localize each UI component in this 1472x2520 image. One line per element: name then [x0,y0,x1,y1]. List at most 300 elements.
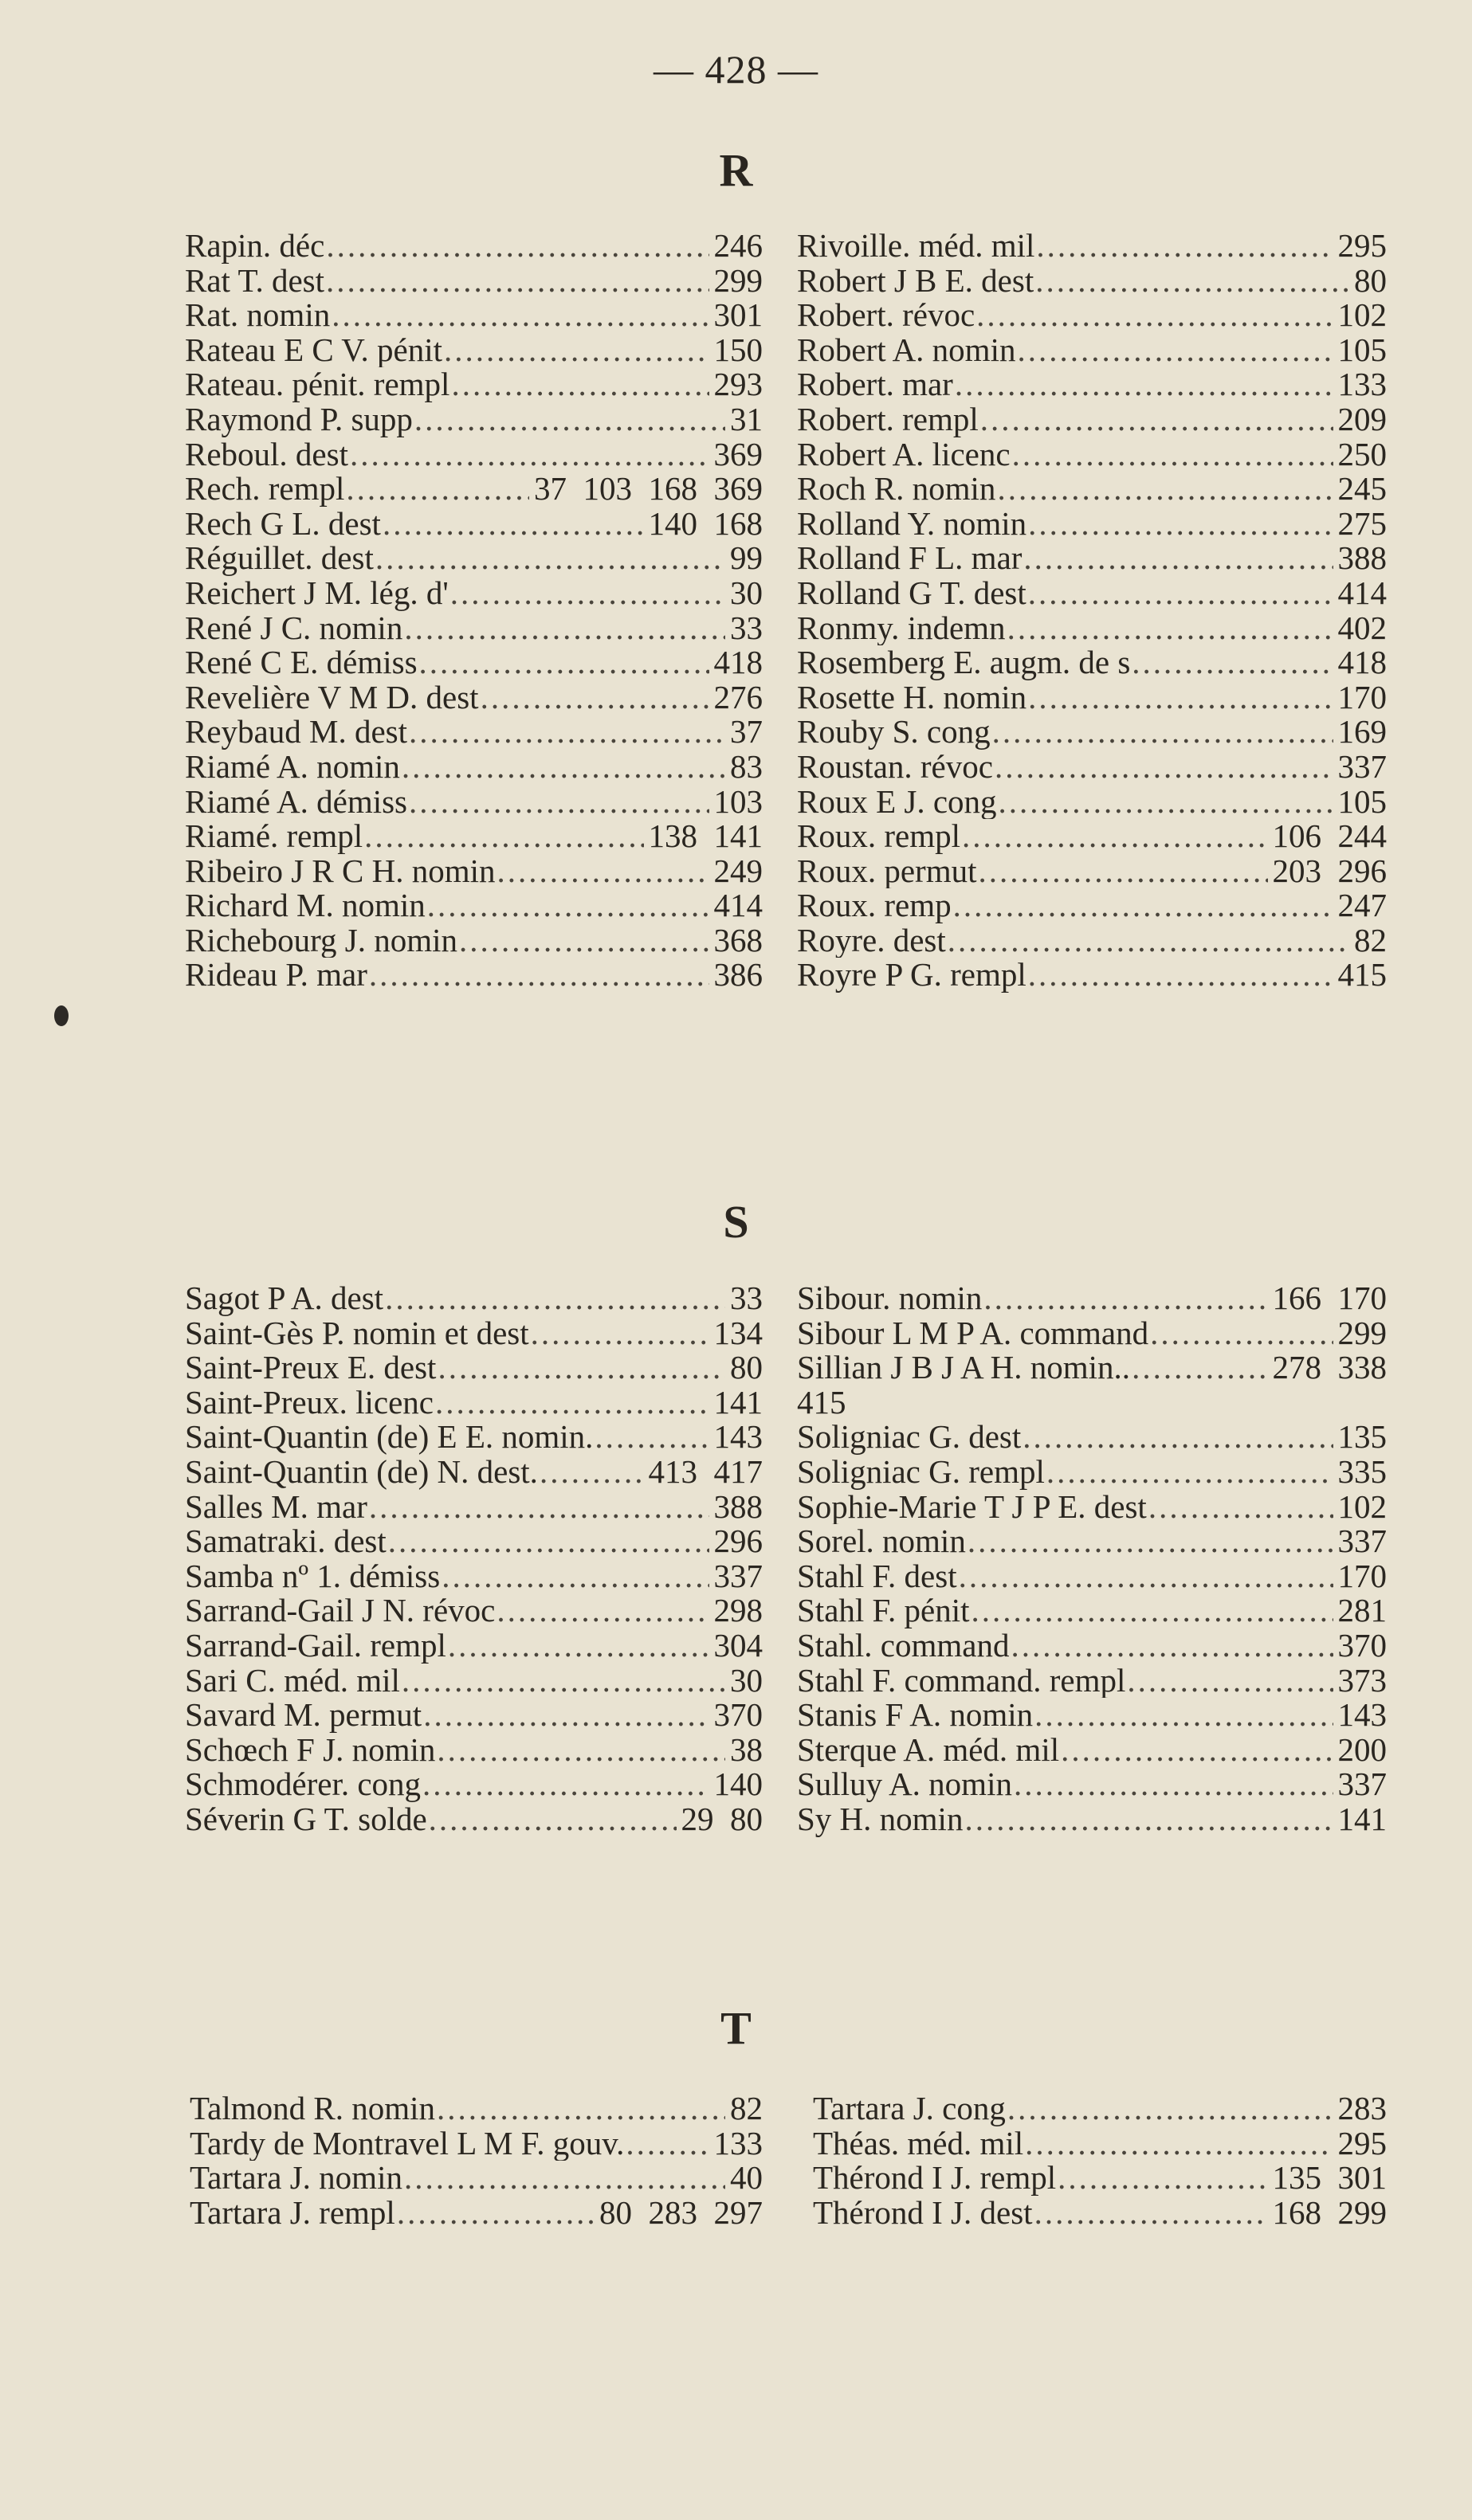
dot-leader [369,958,709,993]
dot-leader [437,2091,725,2126]
index-entry [185,576,763,611]
entry-name: Rolland F L. mar [797,541,1023,576]
index-entry [797,923,1387,958]
entry-name: Rapin. déc [185,229,325,264]
dot-leader [437,1733,725,1768]
entry-pages: 337 [1337,1767,1387,1802]
entry-pages: 250 [1337,437,1387,472]
entry-name: Rideau P. mar [185,958,367,993]
entry-pages: 413 417 [648,1454,763,1490]
dot-leader [962,819,1268,854]
entry-name: Rouby S. cong [797,715,991,750]
entry-pages: 203 296 [1272,853,1387,889]
entry-pages: 245 [1337,472,1387,507]
entry-pages: 418 [1337,645,1387,680]
dot-leader [385,1281,725,1316]
index-entry [185,958,763,993]
index-entry [185,715,763,750]
entry-name: Sarrand-Gail. rempl [185,1628,446,1664]
dot-leader [326,229,709,264]
entry-pages: 140 [713,1767,763,1802]
dot-leader [1007,2091,1333,2126]
index-entry [797,437,1387,472]
section-s-left-column [185,1281,763,1837]
dot-leader [375,541,725,576]
index-entry [797,402,1387,437]
dot-leader [326,264,709,299]
entry-pages: 249 [713,853,763,889]
index-entry [185,1455,763,1490]
entry-name: Robert. révoc [797,298,975,333]
dot-leader [438,1350,725,1385]
entry-name: Robert A. nomin [797,332,1016,368]
dot-leader [1132,645,1333,680]
entry-name: Richard M. nomin [185,888,426,923]
index-entry [185,1593,763,1628]
dot-leader [1148,1490,1333,1525]
entry-pages: 418 [713,645,763,680]
index-entry [185,507,763,542]
entry-pages: 133 [1337,367,1387,402]
index-entry [185,819,763,854]
entry-name: Saint-Preux. licenc [185,1385,434,1421]
dot-leader [999,785,1333,820]
entry-pages: 281 [1337,1593,1387,1628]
dot-leader [481,680,709,715]
entry-pages: 168 299 [1272,2195,1387,2231]
entry-pages: 295 [1337,2126,1387,2161]
dot-leader [1034,1698,1333,1733]
entry-pages: 275 [1337,506,1387,542]
entry-name: Rosette H. nomin [797,680,1027,715]
dot-leader [444,333,709,368]
entry-name: Ribeiro J R C H. nomin [185,853,496,889]
dot-leader [332,298,709,333]
entry-pages: 38 [730,1732,763,1768]
index-entry [797,1316,1387,1351]
dot-leader [1034,2196,1268,2231]
entry-name: Soligniac G. dest [797,1420,1022,1455]
entry-name: 415 [797,1385,846,1421]
entry-pages: 370 [713,1698,763,1733]
entry-pages: 246 [713,229,763,264]
dot-leader [1058,2161,1267,2196]
index-entry [185,333,763,368]
index-entry [185,264,763,299]
dot-leader [626,2126,709,2161]
entry-pages: 141 [1337,1801,1387,1837]
entry-name: Stahl F. pénit [797,1593,970,1628]
index-entry [797,298,1387,333]
index-entry [185,750,763,785]
entry-pages: 200 [1337,1732,1387,1768]
entry-pages: 415 [1337,958,1387,993]
entry-name: Rivoille. méd. mil [797,229,1035,264]
index-entry [185,1559,763,1594]
dot-leader [350,437,709,472]
entry-pages: 335 [1337,1454,1387,1490]
section-r-right-column [797,229,1387,993]
entry-pages: 102 [1337,1489,1387,1525]
index-entry [185,1350,763,1385]
index-entry [185,298,763,333]
entry-name: Thérond I J. dest [813,2195,1033,2231]
entry-name: Revelière V M D. dest [185,680,479,715]
dot-leader [1014,1767,1333,1802]
entry-name: Roch R. nomin [797,472,996,507]
entry-name: Saint-Preux E. dest [185,1350,437,1385]
entry-name: Ronmy. indemn [797,610,1006,646]
entry-name: Thérond I J. rempl [813,2161,1057,2196]
dot-leader [1028,958,1333,993]
entry-name: Sagot P A. dest [185,1281,384,1316]
entry-name: Reboul. dest [185,437,348,472]
entry-name: René J C. nomin [185,610,403,646]
index-entry [813,2196,1387,2231]
ink-spot [54,1005,69,1026]
dot-leader [595,1420,709,1455]
dot-leader [451,367,709,402]
entry-pages: 99 [730,541,763,576]
entry-name: Sibour L M P A. command [797,1315,1149,1351]
index-entry [797,1802,1387,1837]
entry-name: Sterque A. méd. mil [797,1732,1060,1768]
entry-pages: 388 [1337,541,1387,576]
entry-pages: 40 [730,2161,763,2196]
entry-name: Raymond P. supp [185,402,413,437]
index-entry [797,750,1387,785]
dot-leader [1017,333,1333,368]
dot-leader [1011,1628,1333,1664]
entry-pages: 170 [1337,680,1387,715]
index-entry [797,1420,1387,1455]
entry-name: Reybaud M. dest [185,715,407,750]
entry-pages: 105 [1337,332,1387,368]
entry-pages: 33 [730,1281,763,1316]
dot-leader [429,1802,677,1837]
entry-pages: 37 103 168 369 [534,472,763,507]
index-entry [797,1559,1387,1594]
entry-pages: 106 244 [1272,819,1387,854]
page-number: — 428 — [654,47,818,92]
index-entry [797,333,1387,368]
dot-leader [1028,507,1333,542]
entry-pages: 386 [713,958,763,993]
dot-leader [992,715,1333,750]
entry-name: Stahl F. command. rempl [797,1663,1126,1699]
entry-pages: 304 [713,1628,763,1664]
entry-name: Rolland Y. nomin [797,506,1027,542]
index-entry [185,1628,763,1664]
index-entry [190,2196,763,2231]
dot-leader [414,402,725,437]
entry-name: Réguillet. dest [185,541,374,576]
index-entry [797,541,1387,576]
section-r-left-column [185,229,763,993]
entry-name: Saint-Quantin (de) E E. nomin. [185,1420,594,1455]
entry-pages: 133 [713,2126,763,2161]
entry-name: Samatraki. dest [185,1524,387,1559]
dot-leader [995,750,1333,785]
dot-leader [531,1316,709,1351]
entry-name: Royre P G. rempl [797,958,1026,993]
entry-pages: 31 [730,402,763,437]
entry-name: René C E. démiss [185,645,418,680]
entry-pages: 369 [713,437,763,472]
index-entry [190,2126,763,2161]
dot-leader [1036,229,1333,264]
index-entry [797,1455,1387,1490]
entry-pages: 105 [1337,784,1387,820]
entry-pages: 298 [713,1593,763,1628]
dot-leader [1012,437,1333,472]
index-entry [797,645,1387,680]
index-entry [190,2161,763,2196]
entry-pages: 337 [1337,749,1387,785]
index-entry [797,785,1387,820]
dot-leader [1150,1316,1333,1351]
index-entry [797,819,1387,854]
entry-pages: 30 [730,575,763,611]
dot-leader [955,367,1333,402]
entry-name: Royre. dest [797,923,946,958]
dot-leader [948,923,1349,958]
index-entry [797,367,1387,402]
entry-pages: 29 80 [681,1801,763,1837]
entry-pages: 80 [730,1350,763,1385]
index-entry [797,888,1387,923]
index-entry [797,1524,1387,1559]
entry-pages: 278 338 [1272,1350,1387,1385]
entry-pages: 140 168 [648,506,763,542]
index-entry [797,1385,1387,1421]
dot-leader [402,750,725,785]
index-entry [797,680,1387,715]
index-entry [797,1593,1387,1628]
index-entry [797,958,1387,993]
entry-name: Schœch F J. nomin [185,1732,436,1768]
dot-leader [409,715,725,750]
dot-leader [422,1767,709,1802]
entry-pages: 301 [713,298,763,333]
entry-pages: 143 [1337,1698,1387,1733]
entry-name: Roux. permut [797,853,977,889]
entry-pages: 373 [1337,1663,1387,1699]
dot-leader [972,1593,1333,1628]
dot-leader [388,1524,709,1559]
entry-pages: 143 [713,1420,763,1455]
index-entry [813,2091,1387,2126]
entry-pages: 170 [1337,1558,1387,1594]
entry-pages: 80 283 297 [599,2195,763,2231]
dot-leader [346,472,529,507]
entry-name: Schmodérer. cong [185,1767,422,1802]
index-entry [797,507,1387,542]
dot-leader [402,1664,725,1699]
section-t-left-column [190,2091,763,2230]
entry-pages: 209 [1337,402,1387,437]
dot-leader [964,1802,1333,1837]
entry-pages: 370 [1337,1628,1387,1664]
dot-leader [976,298,1333,333]
index-entry [185,611,763,646]
dot-leader [1007,611,1333,646]
dot-leader [1025,2126,1333,2161]
entry-pages: 296 [713,1524,763,1559]
entry-name: Savard M. permut [185,1698,422,1733]
index-entry [797,1767,1387,1802]
entry-name: Sibour. nomin [797,1281,983,1316]
entry-pages: 134 [713,1315,763,1351]
entry-pages: 247 [1337,888,1387,923]
index-entry [185,1664,763,1699]
entry-name: Sophie-Marie T J P E. dest [797,1489,1147,1525]
entry-name: Sillian J B J A H. nomin.. [797,1350,1131,1385]
entry-pages: 135 [1337,1420,1387,1455]
entry-name: Robert J B E. dest [797,263,1034,299]
dot-leader [404,2161,725,2196]
dot-leader [1132,1350,1267,1385]
index-entry [797,854,1387,889]
entry-name: Sari C. méd. mil [185,1663,400,1699]
entry-name: Rat T. dest [185,263,324,299]
dot-leader [540,1455,644,1490]
index-entry [797,1490,1387,1525]
index-entry [813,2161,1387,2196]
dot-leader [419,645,709,680]
entry-pages: 166 170 [1272,1281,1387,1316]
dot-leader [1061,1733,1333,1768]
entry-name: Sarrand-Gail J N. révoc [185,1593,496,1628]
index-entry [797,1733,1387,1768]
section-s-right-column [797,1281,1387,1837]
dot-leader [978,854,1267,889]
entry-pages: 80 [1354,263,1387,299]
entry-pages: 283 [1337,2091,1387,2126]
entry-pages: 30 [730,1663,763,1699]
entry-name: Stahl. command [797,1628,1010,1664]
dot-leader [442,1559,709,1594]
entry-pages: 169 [1337,715,1387,750]
entry-name: Rosemberg E. augm. de s [797,645,1131,680]
entry-name: Sorel. nomin [797,1524,966,1559]
index-entry [185,437,763,472]
index-entry [190,2091,763,2126]
dot-leader [448,1628,709,1664]
entry-pages: 368 [713,923,763,958]
index-entry [185,229,763,264]
dot-leader [1028,576,1333,611]
entry-name: Saint-Quantin (de) N. dest. [185,1454,538,1490]
index-entry [185,1767,763,1802]
dot-leader [1046,1455,1333,1490]
entry-name: Rateau. pénit. rempl [185,367,450,402]
entry-name: Rech. rempl [185,472,345,507]
index-entry [185,1490,763,1525]
index-entry [797,611,1387,646]
index-entry [813,2126,1387,2161]
entry-name: Stahl F. dest [797,1558,957,1594]
entry-name: Saint-Gès P. nomin et dest [185,1315,529,1351]
entry-name: Talmond R. nomin [190,2091,436,2126]
index-entry [797,576,1387,611]
index-entry [797,229,1387,264]
dot-leader [1127,1664,1333,1699]
entry-name: Tardy de Montravel L M F. gouv. [190,2126,625,2161]
entry-pages: 414 [713,888,763,923]
entry-name: Sy H. nomin [797,1801,964,1837]
entry-pages: 135 301 [1272,2161,1387,2196]
index-entry [797,1664,1387,1699]
index-entry [185,1802,763,1837]
entry-name: Roux. remp [797,888,952,923]
entry-pages: 150 [713,332,763,368]
dot-leader [369,1490,709,1525]
dot-leader [450,576,725,611]
index-entry [797,715,1387,750]
index-entry [185,1281,763,1316]
entry-name: Tartara J. cong [813,2091,1006,2126]
entry-name: Roux. rempl [797,819,960,854]
index-entry [797,1350,1387,1385]
dot-leader [459,923,709,958]
entry-name: Tartara J. rempl [190,2195,395,2231]
index-entry [185,645,763,680]
dot-leader [997,472,1333,507]
entry-name: Roustan. révoc [797,749,993,785]
entry-name: Richebourg J. nomin [185,923,458,958]
entry-pages: 299 [1337,1315,1387,1351]
dot-leader [1028,680,1333,715]
entry-name: Riamé. rempl [185,819,363,854]
index-entry [797,264,1387,299]
index-entry [185,541,763,576]
index-entry [185,1698,763,1733]
index-entry [797,1628,1387,1664]
entry-name: Théas. méd. mil [813,2126,1024,2161]
index-entry [185,854,763,889]
entry-name: Rech G L. dest [185,506,381,542]
index-entry [185,785,763,820]
index-entry [185,1733,763,1768]
index-entry [185,472,763,507]
index-entry [797,1698,1387,1733]
dot-leader [983,1281,1267,1316]
index-entry [185,1524,763,1559]
index-entry [797,1281,1387,1316]
entry-name: Séverin G T. solde [185,1801,427,1837]
dot-leader [397,2196,595,2231]
entry-pages: 388 [713,1489,763,1525]
entry-pages: 37 [730,715,763,750]
entry-pages: 293 [713,367,763,402]
section-letter-r: R [719,144,753,196]
entry-name: Riamé A. démiss [185,784,408,820]
dot-leader [980,402,1333,437]
index-entry [185,680,763,715]
index-entry [797,472,1387,507]
entry-pages: 102 [1337,298,1387,333]
index-entry [185,367,763,402]
dot-leader [409,785,709,820]
entry-pages: 141 [713,1385,763,1421]
dot-leader [1023,541,1333,576]
entry-name: Stanis F A. nomin [797,1698,1034,1733]
index-entry [185,888,763,923]
section-letter-s: S [723,1196,749,1248]
entry-pages: 103 [713,784,763,820]
entry-name: Robert. rempl [797,402,979,437]
